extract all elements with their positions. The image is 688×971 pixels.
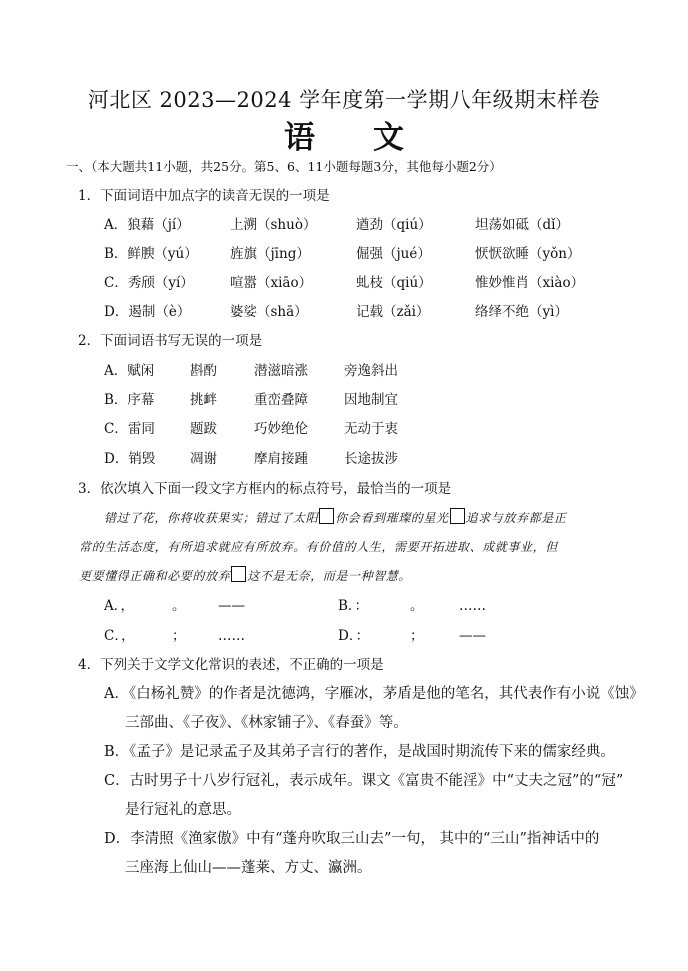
exam-title: 河北区 2023—2024 学年度第一学期八年级期末样卷 (87, 88, 601, 112)
q3-passage-text: 这不是无奈，而是一种智慧。 (247, 569, 412, 583)
q3-option-b-mark3: …… (459, 598, 486, 614)
q4-option-a-line-1: A．《白杨礼赞》的作者是沈德鸿，字雁冰，茅盾是他的笔名，其代表作有小说《蚀》 (104, 686, 644, 702)
q3-passage-text: 更要懂得正确和必要的放弃 (79, 569, 231, 583)
q3-option-a-mark2: 。 (172, 598, 186, 614)
q2-option-d-word2: 凋谢 (190, 451, 217, 467)
q2-option-a-word4: 旁逸斜出 (344, 363, 398, 379)
q3-option-d-mark3: —— (459, 628, 486, 644)
q2-option-a-word3: 潜滋暗涨 (254, 363, 308, 379)
q3-passage-text: 追求与放弃都是正 (465, 511, 567, 525)
q3-option-a-mark3: —— (218, 598, 245, 614)
subject-title (0, 112, 688, 157)
q3-option-c-mark2: ； (172, 628, 186, 644)
q1-option-d-word2: 婆娑（shā） (230, 304, 308, 320)
question-1-stem: 1．下面词语中加点字的读音无误的一项是 (78, 188, 330, 204)
q2-option-a-word2: 斟酌 (190, 363, 217, 379)
q4-option-c-line-1: C．古时男子十八岁行冠礼，表示成年。课文《富贵不能淫》中“丈夫之冠”的“冠” (104, 773, 624, 789)
q1-option-b-word4: 恹恹欲睡（yǒn） (475, 246, 581, 262)
q3-option-a: A．， (104, 598, 134, 614)
q3-option-b-mark2: 。 (410, 598, 424, 614)
q2-option-b: B．序幕 (104, 392, 155, 408)
question-4-stem: 4．下列关于文学文化常识的表述，不正确的一项是 (78, 657, 384, 673)
q2-option-b-word3: 重峦叠障 (254, 392, 308, 408)
q4-option-c-line-2: 是行冠礼的意思。 (125, 802, 241, 818)
q3-passage-text: 错过了花，你将收获果实；错过了太阳 (104, 511, 319, 525)
q2-option-a: A．赋闲 (104, 363, 155, 379)
question-3-stem: 3．依次填入下面一段文字方框内的标点符号，最恰当的一项是 (78, 481, 452, 497)
punctuation-blank-box (450, 508, 465, 524)
subject-char-left: 语 (284, 120, 315, 156)
q3-option-b: B．： (338, 598, 369, 614)
q2-option-c-word4: 无动于衷 (344, 421, 398, 437)
q1-option-a-word4: 坦荡如砥（dǐ） (475, 217, 569, 233)
q1-option-b-word2: 旌旗（jīng） (230, 246, 310, 262)
q4-option-d-line-2: 三座海上仙山——蓬莱、方丈、瀛洲。 (125, 860, 372, 876)
punctuation-blank-box (319, 508, 334, 524)
q3-option-d-mark2: ； (410, 628, 424, 644)
q3-passage-line-2: 常的生活态度，有所追求就应有所放弃。有价值的人生，需要开拓进取、成就事业，但 (79, 540, 558, 554)
q1-option-c-word3: 虬枝（qiú） (356, 275, 432, 291)
q4-option-a-line-2: 三部曲、《子夜》、《林家铺子》、《春蚕》等。 (125, 715, 408, 731)
q2-option-b-word4: 因地制宜 (344, 392, 398, 408)
q1-option-a-word2: 上溯（shuò） (230, 217, 317, 233)
q2-option-c: C．雷同 (104, 421, 155, 437)
q2-option-d: D．销毁 (104, 451, 156, 467)
q2-option-c-word3: 巧妙绝伦 (254, 421, 308, 437)
q4-option-b: B．《孟子》是记录孟子及其弟子言行的著作，是战国时期流传下来的儒家经典。 (104, 744, 615, 760)
section-one-heading: 一、（本大题共11小题，共25分。第5、6、11小题每题3分，其他每小题2分） (66, 159, 502, 174)
q2-option-d-word3: 摩肩接踵 (254, 451, 308, 467)
q3-option-c: C．， (104, 628, 135, 644)
q4-option-d-line-1: D．李清照《渔家傲》中有“蓬舟吹取三山去”一句， 其中的“三山”指神话中的 (104, 831, 600, 847)
q1-option-d: D．遏制（è） (104, 304, 191, 320)
q2-option-b-word2: 挑衅 (190, 392, 217, 408)
q1-option-a: A．狼藉（jí） (104, 217, 190, 233)
q2-option-d-word4: 长途拔涉 (344, 451, 398, 467)
question-2-stem: 2．下面词语书写无误的一项是 (78, 333, 263, 349)
q1-option-c: C．秀颀（yí） (104, 275, 194, 291)
q1-option-d-word3: 记载（zǎi） (356, 304, 430, 320)
q1-option-c-word4: 惟妙惟肖（xiào） (475, 275, 585, 291)
q3-passage-line-3 (79, 566, 411, 586)
q3-passage-text: 你会看到璀璨的星光 (335, 511, 449, 525)
q1-option-c-word2: 喧嚣（xiāo） (230, 275, 313, 291)
q1-option-b-word3: 倔强（jué） (356, 246, 431, 262)
q1-option-d-word4: 络绎不绝（yì） (475, 304, 568, 320)
q3-option-c-mark3: …… (218, 628, 245, 644)
subject-char-right: 文 (373, 120, 404, 156)
q2-option-c-word2: 题跋 (190, 421, 217, 437)
q1-option-a-word3: 遒劲（qiú） (356, 217, 432, 233)
punctuation-blank-box (231, 566, 246, 582)
q3-passage-line-1 (104, 508, 566, 528)
q1-option-b: B．鲜腴（yú） (104, 246, 198, 262)
q3-option-d: D．： (338, 628, 370, 644)
